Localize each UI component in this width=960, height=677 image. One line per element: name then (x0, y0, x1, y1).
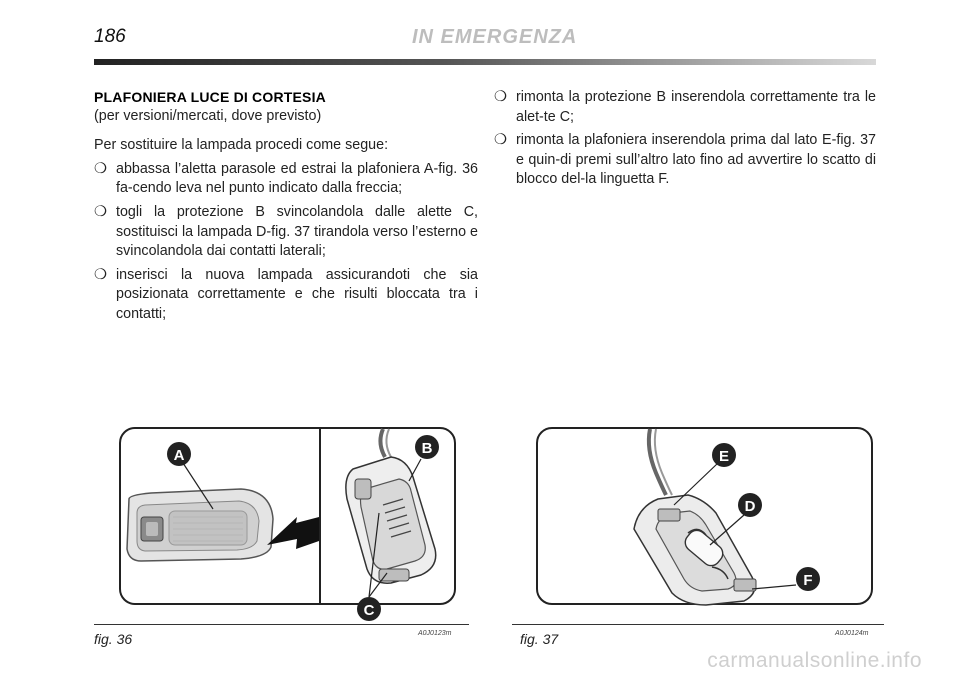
svg-text:F: F (803, 572, 813, 589)
bullet-icon: ❍ (494, 132, 507, 149)
bullet-icon: ❍ (94, 203, 107, 220)
section-heading: PLAFONIERA LUCE DI CORTESIA (94, 89, 326, 105)
list-item (94, 160, 478, 199)
figure-37-illustration (536, 427, 873, 605)
figure-37-code: A0J0124m (835, 630, 869, 637)
bullet-icon: ❍ (494, 89, 507, 105)
list-item (94, 203, 478, 262)
figure-36-code: A0J0123m (418, 630, 452, 637)
bullet-icon: ❍ (94, 266, 107, 283)
svg-text:D: D (744, 498, 756, 515)
figure-36-drawing (121, 429, 454, 619)
list-item (494, 88, 876, 127)
figure-36-illustration (119, 427, 456, 619)
svg-text:B: B (421, 440, 433, 457)
list-item (494, 131, 876, 190)
page-number: 186 (94, 26, 126, 47)
list-item-text: inserisci la nuova lampada assicurandoti che sia posizionata correttamente e che risulti bloccata tra i contatti; (116, 266, 478, 322)
list-item-text: rimonta la plafoniera inserendola prima dal lato E-fig. 37 e quin-di premi sull’altro lato fino ad avvertire lo scatto di blocco del-la linguetta F. (516, 132, 876, 188)
watermark-text: carmanualsonline.info (707, 649, 922, 672)
list-item-text: togli la protezione B svincolandola dalle alette C, sostituisci la lampada D-fig. 37 tirandola verso l’esterno e svincolandola dai contatti laterali; (116, 203, 478, 260)
caption-rule (94, 624, 469, 625)
right-column (494, 88, 876, 190)
list-item-text: abbassa l’aletta parasole ed estrai la plafoniera A-fig. 36 fa-cendo leva nel punto indicato dalla freccia; (116, 160, 478, 197)
footer (0, 649, 960, 677)
section-subheading: (per versioni/mercati, dove previsto) (94, 107, 322, 124)
caption-rule (512, 624, 884, 625)
svg-text:E: E (718, 448, 730, 465)
figure-37-drawing (538, 429, 871, 603)
svg-text:C: C (363, 602, 375, 619)
list-item (94, 266, 478, 325)
figure-36-caption: fig. 36 (94, 631, 133, 647)
section-title: IN EMERGENZA (412, 26, 578, 48)
bullet-icon: ❍ (94, 160, 107, 177)
list-item-text: rimonta la protezione B inserendola correttamente tra le alet-te C; (516, 89, 876, 125)
header-rule (94, 59, 876, 65)
svg-text:A: A (173, 447, 185, 464)
figure-37-caption: fig. 37 (520, 631, 559, 647)
left-column (94, 88, 478, 325)
intro-text: Per sostituire la lampada procedi come segue: (94, 137, 389, 154)
